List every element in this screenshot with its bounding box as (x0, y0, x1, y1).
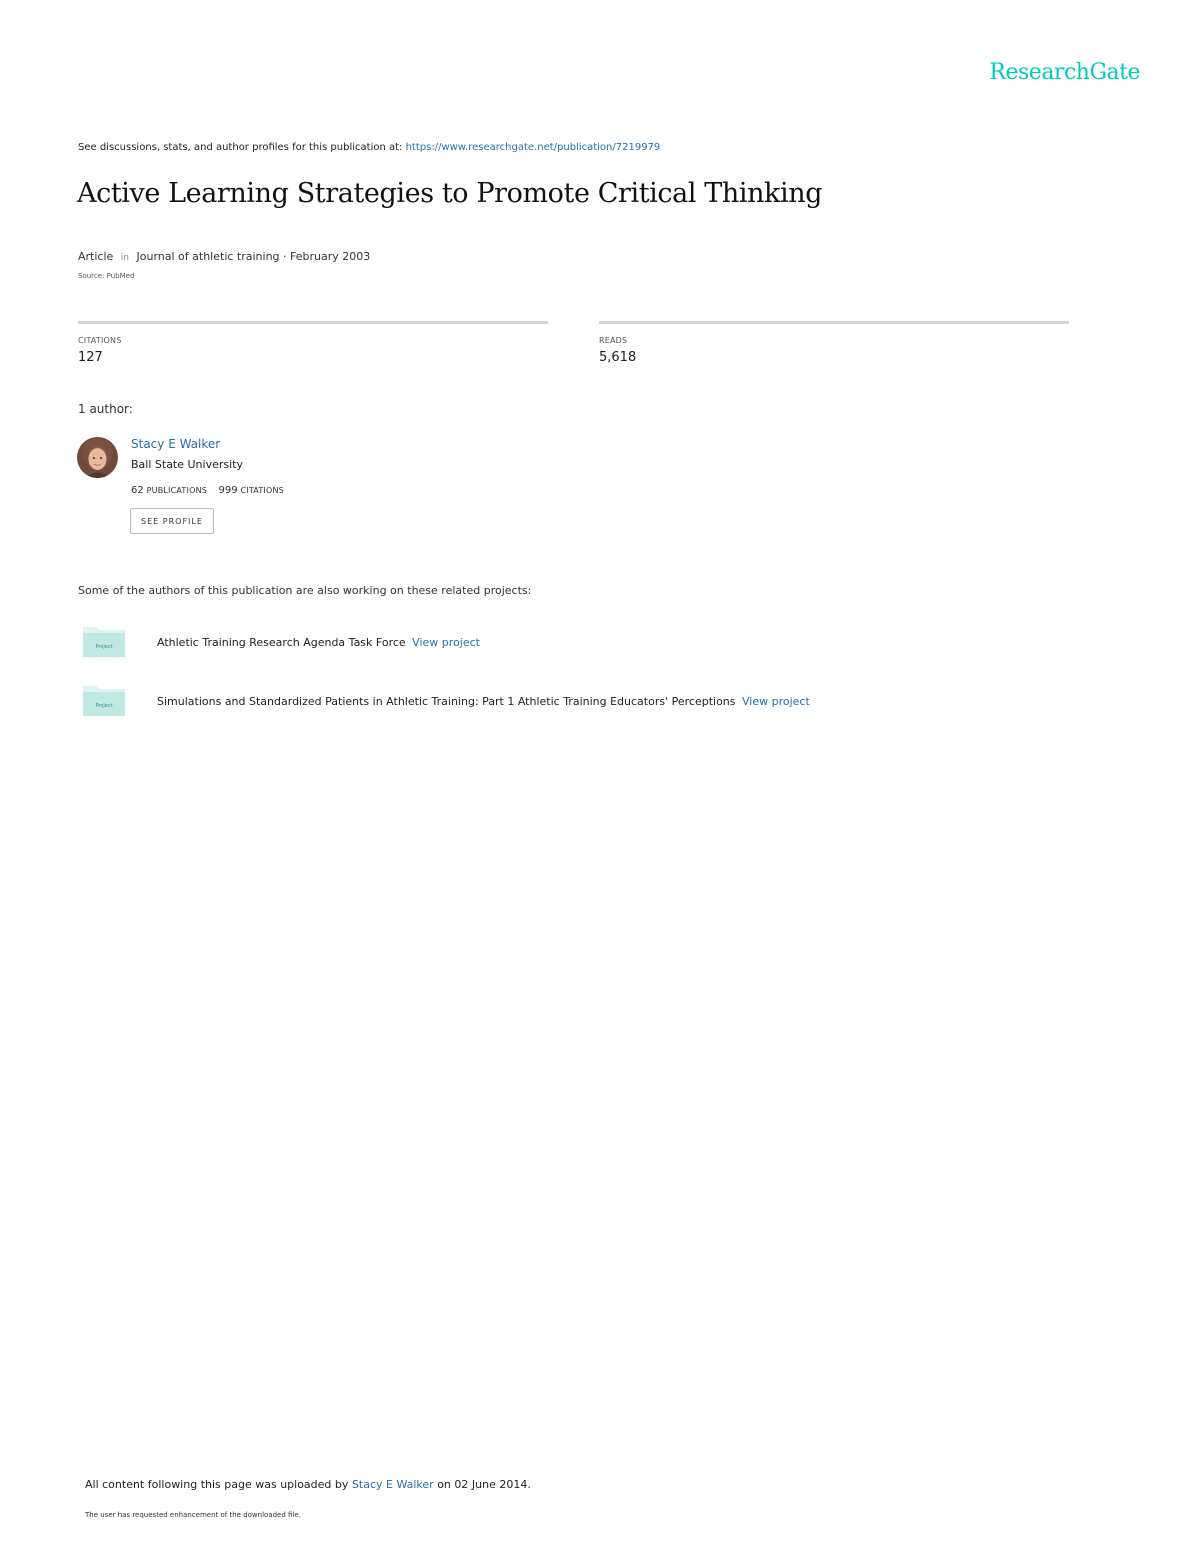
author-publications-label: PUBLICATIONS (146, 486, 208, 495)
project-icon-label: Project (95, 644, 113, 650)
publication-type: Article (78, 250, 114, 263)
discussion-line (78, 142, 660, 153)
author-avatar[interactable] (77, 437, 118, 478)
author-citations-count: 999 (218, 485, 238, 496)
upload-info (85, 1478, 531, 1491)
author-name-link[interactable]: Stacy E Walker (131, 437, 221, 451)
publication-title: Active Learning Strategies to Promote Critical Thinking (77, 178, 823, 209)
upload-suffix: on 02 June 2014. (437, 1478, 531, 1491)
reads-stat (599, 321, 1069, 365)
uploader-link[interactable]: Stacy E Walker (351, 1478, 434, 1491)
see-profile-button[interactable]: SEE PROFILE (130, 508, 214, 534)
publication-url-link[interactable]: https://www.researchgate.net/publication/7219979 (405, 142, 661, 153)
author-stats (131, 485, 284, 496)
journal-date: Journal of athletic training · February 2003 (136, 250, 371, 263)
view-project-link[interactable]: View project (742, 695, 810, 708)
project-title: Athletic Training Research Agenda Task Force (157, 636, 406, 649)
discussion-text: See discussions, stats, and author profiles for this publication at: (78, 142, 403, 153)
avatar-photo-icon (77, 437, 118, 478)
project-folder-icon (82, 683, 126, 717)
citations-stat (78, 321, 548, 365)
publication-meta (78, 250, 370, 263)
author-institution: Ball State University (131, 458, 243, 471)
reads-label: READS (599, 336, 628, 345)
project-text (157, 695, 810, 708)
project-title: Simulations and Standardized Patients in Athletic Training: Part 1 Athletic Training Educators' Perceptions (157, 695, 736, 708)
authors-count: 1 author: (78, 402, 133, 416)
publication-type-separator: in (120, 253, 130, 263)
project-icon-label: Project (95, 703, 113, 709)
publication-source: Source: PubMed (78, 272, 135, 280)
projects-intro: Some of the authors of this publication are also working on these related projects: (78, 584, 532, 597)
user-request-note: The user has requested enhancement of the downloaded file. (85, 1511, 301, 1519)
citations-value: 127 (78, 350, 103, 365)
citations-label: CITATIONS (78, 336, 122, 345)
upload-prefix: All content following this page was uploaded by (85, 1478, 349, 1491)
project-text (157, 636, 480, 649)
view-project-link[interactable]: View project (412, 636, 480, 649)
researchgate-logo[interactable]: ResearchGate (989, 60, 1140, 85)
author-publications-count: 62 (131, 485, 144, 496)
author-citations-label: CITATIONS (240, 486, 284, 495)
project-folder-icon (82, 624, 126, 658)
reads-value: 5,618 (599, 350, 637, 365)
